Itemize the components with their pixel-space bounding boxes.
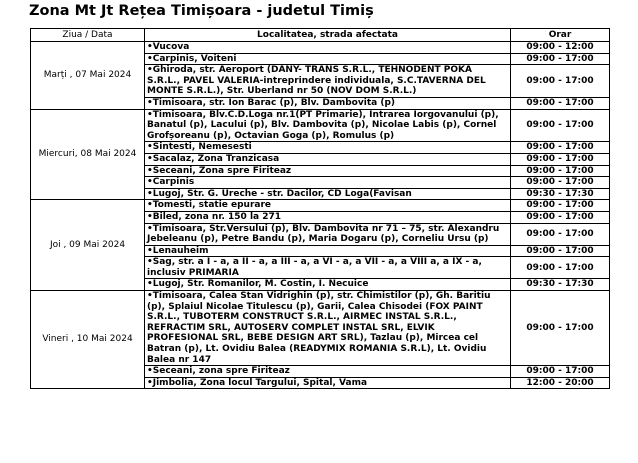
header-time: Orar [511, 29, 610, 42]
day-cell: Vineri , 10 Mai 2024 [31, 291, 145, 389]
time-cell: 09:00 - 17:00 [511, 165, 610, 177]
location-cell: •Carpinis [145, 177, 511, 189]
location-cell: •Timisoara, Str.Versului (p), Blv. Dambovita nr 71 – 75, str. Alexandru Jebeleanu (p), Petre Bandu (p), Maria Dogaru (p), Corneliu Ursu (p) [145, 223, 511, 245]
location-cell: •Seceani, zona spre Firiteaz [145, 366, 511, 378]
day-cell: Joi , 09 Mai 2024 [31, 200, 145, 291]
time-cell: 09:00 - 17:00 [511, 142, 610, 154]
time-cell: 09:00 - 12:00 [511, 42, 610, 54]
time-cell: 09:00 - 17:00 [511, 245, 610, 257]
time-cell: 09:00 - 17:00 [511, 65, 610, 98]
table-row [31, 42, 610, 54]
location-cell: •Sintesti, Nemesesti [145, 142, 511, 154]
table-row [31, 109, 610, 142]
table-header-row [31, 29, 610, 42]
outage-table [30, 28, 610, 389]
location-cell: •Lugoj, Str. G. Ureche - str. Dacilor, CD Loga(Favisan [145, 188, 511, 200]
time-cell: 09:00 - 17:00 [511, 200, 610, 212]
time-cell: 09:00 - 17:00 [511, 257, 610, 279]
time-cell: 09:00 - 17:00 [511, 109, 610, 142]
header-day: Ziua / Data [31, 29, 145, 42]
location-cell: •Vucova [145, 42, 511, 54]
header-location: Localitatea, strada afectata [145, 29, 511, 42]
page-title: Zona Mt Jt Rețea Timișoara - judetul Timiș [29, 3, 374, 19]
location-cell: •Timisoara, Calea Stan Vidrighin (p), str. Chimistilor (p), Gh. Baritiu (p), Splaiul Nicolae Titulescu (p), Garii, Calea Chisodei (FOX PAINT S.R.L., TUBOTERM CONSTRUCT S.R.L., AIRMEC INSTAL S.R.L., REFRACTIM SRL, AUTOSERV COMPLET INSTAL SRL, ELVIK PROFESIONAL SRL, BEBE DESIGN ART SRL), Tazlau (p), Mircea cel Batran (p), Lt. Ovidiu Balea (READYMIX ROMANIA S.R.L), Lt. Ovidiu Balea nr 147 [145, 291, 511, 366]
day-cell: Miercuri, 08 Mai 2024 [31, 109, 145, 200]
time-cell: 09:30 - 17:30 [511, 188, 610, 200]
location-cell: •Timisoara, Blv.C.D.Loga nr.1(PT Primarie), Intrarea Iorgovanului (p), Banatul (p), Lacului (p), Blv. Dambovita (p), Nicolae Labis (p), Cornel Grofșoreanu (p), Octavian Goga (p), Romulus (p) [145, 109, 511, 142]
time-cell: 09:00 - 17:00 [511, 366, 610, 378]
location-cell: •Tomesti, statie epurare [145, 200, 511, 212]
time-cell: 09:00 - 17:00 [511, 223, 610, 245]
location-cell: •Lenauheim [145, 245, 511, 257]
table-body [31, 42, 610, 389]
time-cell: 09:00 - 17:00 [511, 291, 610, 366]
time-cell: 09:00 - 17:00 [511, 211, 610, 223]
time-cell: 09:00 - 17:00 [511, 53, 610, 65]
location-cell: •Biled, zona nr. 150 la 271 [145, 211, 511, 223]
location-cell: •Sacalaz, Zona Tranzicasa [145, 153, 511, 165]
table-row [31, 200, 610, 212]
location-cell: •Ghiroda, str. Aeroport (DANY- TRANS S.R.L., TEHNODENT POKA S.R.L., PAVEL VALERIA-intreprindere individuala, S.C.TAVERNA DEL MONTE S.R.L.), Str. Uberland nr 50 (NOV DOM S.R.L.) [145, 65, 511, 98]
time-cell: 09:00 - 17:00 [511, 153, 610, 165]
time-cell: 12:00 - 20:00 [511, 377, 610, 389]
day-cell: Marți , 07 Mai 2024 [31, 42, 145, 110]
location-cell: •Carpinis, Voiteni [145, 53, 511, 65]
location-cell: •Seceani, Zona spre Firiteaz [145, 165, 511, 177]
time-cell: 09:30 - 17:30 [511, 279, 610, 291]
time-cell: 09:00 - 17:00 [511, 177, 610, 189]
table-row [31, 291, 610, 366]
time-cell: 09:00 - 17:00 [511, 97, 610, 109]
location-cell: •Lugoj, Str. Romanilor, M. Costin, I. Necuice [145, 279, 511, 291]
location-cell: •Timisoara, str. Ion Barac (p), Blv. Dambovita (p) [145, 97, 511, 109]
location-cell: •Sag, str. a I - a, a II - a, a III - a, a VI - a, a VII - a, a VIII a, a IX - a, inclusiv PRIMARIA [145, 257, 511, 279]
location-cell: •Jimbolia, Zona locul Targului, Spital, Vama [145, 377, 511, 389]
